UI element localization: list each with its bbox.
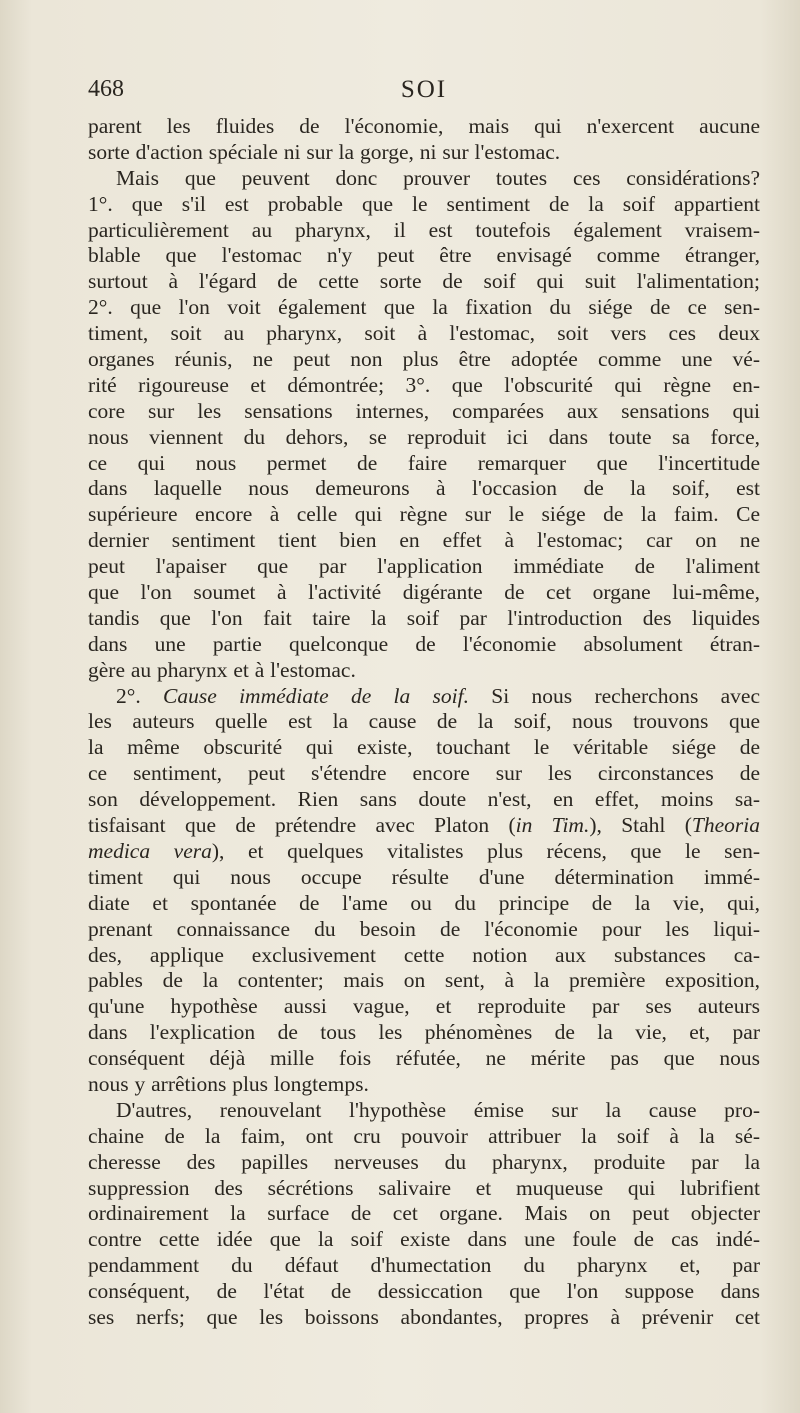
text-line: parent les fluides de l'économie, mais qui n'exercent aucune [88,114,760,138]
text-line: dernier sentiment tient bien en effet à l'estomac; car on ne [88,528,760,553]
text-line: ce qui nous permet de faire remarquer que l'incertitude [88,450,760,475]
text-line: dans l'explication de tous les phénomènes de la vie, et, par [88,1020,760,1045]
text-line: particulièrement au pharynx, il est toutefois également vraisem- [88,217,760,242]
text-line-italic-refs: tisfaisant que de prétendre avec Platon (in Tim.), Stahl (Theoria [88,813,760,838]
text-line: cheresse des papilles nerveuses du pharynx, produite par la [88,1149,760,1174]
text-line: chaine de la faim, ont cru pouvoir attribuer la soif à la sé- [88,1123,760,1148]
text-line: core sur les sensations internes, comparées aux sensations qui [88,398,760,423]
text-line: blable que l'estomac n'y peut être envisagé comme étranger, [88,243,760,268]
text-line: timent qui nous occupe résulte d'une détermination immé- [88,864,760,889]
text-line: ordinairement la surface de cet organe. Mais on peut objecter [88,1201,760,1226]
text-line: conséquent, de l'état de dessiccation que l'on suppose dans [88,1279,760,1304]
text-line: son développement. Rien sans doute n'est, en effet, moins sa- [88,787,760,812]
text-line: rité rigoureuse et démontrée; 3°. que l'obscurité qui règne en- [88,372,760,397]
text-line: dans laquelle nous demeurons à l'occasion de la soif, est [88,476,760,501]
text-line: suppression des sécrétions salivaire et muqueuse qui lubrifient [88,1175,760,1200]
text-line: 2°. que l'on voit également que la fixation du siége de ce sen- [88,295,760,320]
text-line: peut l'apaiser que par l'application immédiate de l'aliment [88,554,760,579]
text-line: diate et spontanée de l'ame ou du principe de la vie, qui, [88,890,760,915]
page-header [88,76,760,112]
running-head: SOI [400,76,448,103]
text-line: ses nerfs; que les boissons abondantes, propres à prévenir cet [88,1304,760,1329]
text-line-italic-heading: 2°. Cause immédiate de la soif. Si nous recherchons avec [116,683,760,708]
text-line: conséquent déjà mille fois réfutée, ne mérite pas que nous [88,1046,760,1071]
text-line: ce sentiment, peut s'étendre encore sur les circonstances de [88,761,760,786]
text-line: contre cette idée que la soif existe dans une foule de cas indé- [88,1227,760,1252]
text-line: nous viennent du dehors, se reproduit ici dans toute sa force, [88,424,760,449]
text-line: nous y arrêtions plus longtemps. [88,1071,369,1096]
text-line-italic-refs: medica vera), et quelques vitalistes plus récens, que le sen- [88,838,760,863]
text-line: 1°. que s'il est probable que le sentiment de la soif appartient [88,191,760,216]
page-number: 468 [88,76,124,102]
text-line: supérieure encore à celle qui règne sur le siége de la faim. Ce [88,502,760,527]
text-line: Mais que peuvent donc prouver toutes ces considérations? [116,165,760,190]
text-line: gère au pharynx et à l'estomac. [88,657,356,682]
text-line: qu'une hypothèse aussi vague, et reproduite par ses auteurs [88,994,760,1019]
text-line: surtout à l'égard de cette sorte de soif qui suit l'alimentation; [88,269,760,294]
text-line: D'autres, renouvelant l'hypothèse émise sur la cause pro- [116,1097,760,1122]
text-line: organes réunis, ne peut non plus être adoptée comme une vé- [88,347,760,372]
text-line: pables de la contenter; mais on sent, à la première exposition, [88,968,760,993]
body-text [88,114,760,1331]
text-line: prenant connaissance du besoin de l'économie pour les liqui- [88,916,760,941]
text-line: pendamment du défaut d'humectation du pharynx et, par [88,1253,760,1278]
text-line: les auteurs quelle est la cause de la soif, nous trouvons que [88,709,760,734]
text-line: que l'on soumet à l'activité digérante de cet organe lui-même, [88,580,760,605]
text-line: dans une partie quelconque de l'économie absolument étran- [88,631,760,656]
text-line: la même obscurité qui existe, touchant le véritable siége de [88,735,760,760]
text-line: des, applique exclusivement cette notion aux substances ca- [88,942,760,967]
text-line: sorte d'action spéciale ni sur la gorge, ni sur l'estomac. [88,139,561,164]
text-line: timent, soit au pharynx, soit à l'estomac, soit vers ces deux [88,321,760,346]
text-line: tandis que l'on fait taire la soif par l'introduction des liquides [88,605,760,630]
